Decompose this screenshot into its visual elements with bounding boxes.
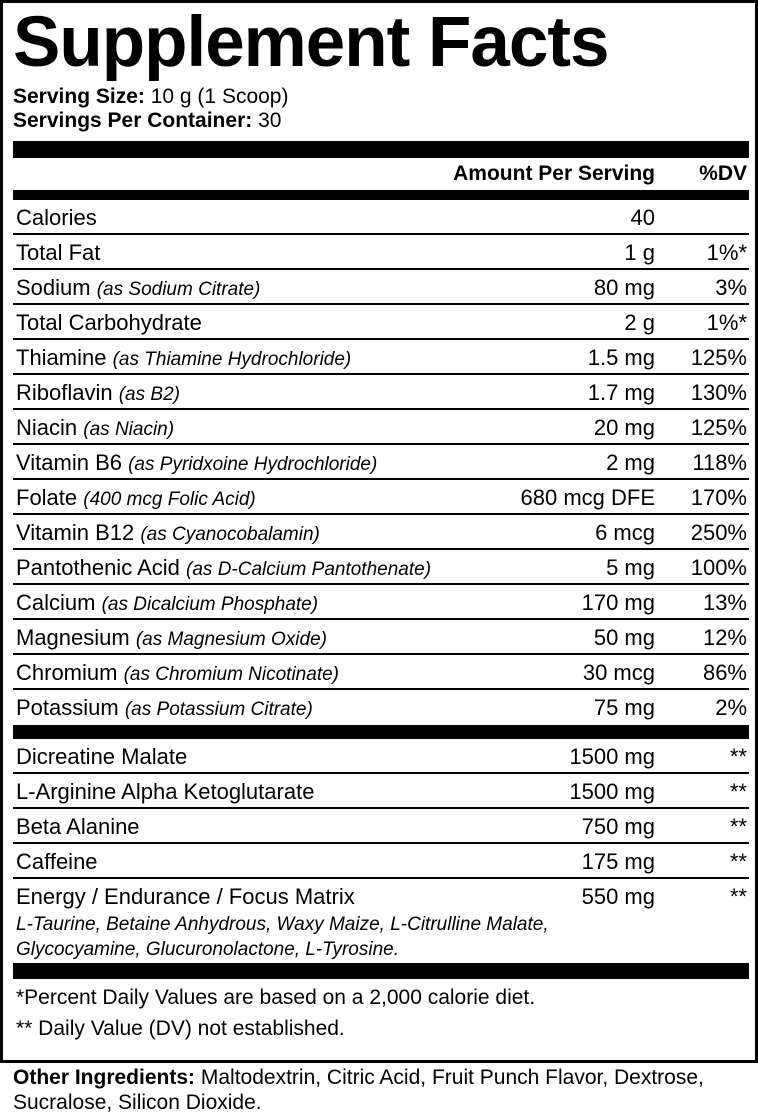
row-amount: 680 mcg DFE [520,485,655,510]
nutrient-list [13,200,749,725]
row-source: (400 mcg Folic Acid) [83,489,256,510]
row-name [16,814,140,840]
bottom-divider [13,963,749,979]
nutrient-row [13,305,749,340]
row-dv: 12% [702,625,747,650]
row-amount: 2 g [624,310,655,335]
row-name [16,744,187,770]
nutrient-row [13,375,749,410]
row-name [16,485,256,511]
servings-per-container-label: Servings Per Container: [13,109,253,132]
row-name [16,625,327,651]
row-amount: 80 mg [593,275,655,300]
row-source: (as D-Calcium Pantothenate) [186,559,432,580]
section-divider [13,725,749,739]
row-label: Calcium [16,590,96,615]
row-source: (as Dicalcium Phosphate) [101,594,319,615]
matrix-amount: 550 mg [581,884,655,909]
row-amount: 75 mg [593,695,655,720]
row-dv: 86% [702,660,747,685]
row-source: (as Chromium Nicotinate) [123,664,339,685]
serving-size-value: 10 g (1 Scoop) [144,85,289,108]
row-dv: 2% [715,695,747,720]
row-label: Magnesium [16,625,130,650]
dv-footnote: *Percent Daily Values are based on a 2,000 calorie diet. [16,986,536,1009]
row-name [16,450,377,476]
row-dv: 3% [715,275,747,300]
column-header [13,158,749,190]
other-ingredients-label: Other Ingredients: [13,1066,196,1089]
row-amount: 1500 mg [569,779,655,804]
row-name [16,849,98,875]
matrix-name: Energy / Endurance / Focus Matrix [16,884,355,909]
active-ingredient-row [13,739,749,774]
dv-column-header: %DV [699,162,747,185]
row-amount: 175 mg [581,849,655,874]
row-source: (as Magnesium Oxide) [135,629,327,650]
row-name [16,345,351,371]
row-dv: 125% [690,415,747,440]
row-dv: 118% [692,450,747,475]
row-amount: 1.7 mg [587,380,655,405]
row-amount: 1500 mg [569,744,655,769]
row-dv: 1%* [706,310,747,335]
active-ingredient-row [13,844,749,879]
nutrient-row [13,235,749,270]
serving-size [13,85,749,109]
row-dv: 130% [690,380,747,405]
row-label: Total Carbohydrate [16,310,202,335]
active-ingredient-row [13,809,749,844]
nutrient-row [13,620,749,655]
row-dv: 250% [690,520,747,545]
row-name [16,779,314,805]
active-ingredient-row [13,774,749,809]
nutrient-row [13,550,749,585]
row-amount: 1.5 mg [587,345,655,370]
row-dv: ** [729,849,747,874]
row-dv: 125% [690,345,747,370]
thick-divider [13,141,749,158]
row-name [16,695,313,721]
row-label: Sodium [16,275,91,300]
row-name [16,590,318,616]
row-dv: 100% [690,555,747,580]
other-ingredients-text: Maltodextrin, Citric Acid, Fruit Punch Flavor, Dextrose, Sucralose, Silicon Dioxide. [13,1066,704,1114]
row-label: Calories [16,205,97,230]
serving-size-label: Serving Size: [13,85,145,108]
not-established-footnote: ** Daily Value (DV) not established. [16,1017,345,1040]
row-label: L-Arginine Alpha Ketoglutarate [16,779,315,804]
row-amount: 20 mg [593,415,655,440]
row-source: (as Thiamine Hydrochloride) [112,349,352,370]
row-label: Vitamin B12 [16,520,135,545]
servings-per-container-value: 30 [252,109,282,132]
nutrient-row [13,480,749,515]
nutrient-row [13,200,749,235]
proprietary-matrix [13,879,749,963]
panel-content [13,3,749,1044]
row-name [16,520,320,546]
row-amount: 1 g [624,240,655,265]
other-ingredients [13,1065,713,1115]
matrix-dv: ** [729,884,747,909]
active-ingredient-list [13,739,749,879]
row-label: Dicreatine Malate [16,744,188,769]
row-amount: 2 mg [606,450,655,475]
row-name [16,415,174,441]
row-dv: 13% [702,590,747,615]
row-amount: 170 mg [581,590,655,615]
row-amount: 5 mg [606,555,655,580]
medium-divider [13,190,749,200]
nutrient-row [13,585,749,620]
row-label: Chromium [16,660,118,685]
row-source: (as Cyanocobalamin) [140,524,320,545]
row-dv: 170% [690,485,747,510]
row-name [16,310,202,336]
row-name [16,555,431,581]
row-dv: ** [729,744,747,769]
row-name [16,380,180,406]
row-source: (as Pyridxoine Hydrochloride) [128,454,378,475]
row-dv: 1%* [706,240,747,265]
row-amount: 50 mg [593,625,655,650]
servings-per-container [13,109,749,133]
row-label: Pantothenic Acid [16,555,180,580]
row-name [16,275,260,301]
row-name [16,205,97,231]
row-dv: ** [729,779,747,804]
nutrient-row [13,515,749,550]
row-source: (as Niacin) [83,419,175,440]
row-label: Riboflavin [16,380,113,405]
row-label: Beta Alanine [16,814,140,839]
row-label: Folate [16,485,78,510]
nutrient-row [13,655,749,690]
matrix-ingredients: L-Taurine, Betaine Anhydrous, Waxy Maize, L-Citrulline Malate, Glycocyamine, Glucuronolactone, L-Tyrosine. [16,914,549,960]
row-amount: 40 [630,205,655,230]
amount-column-header: Amount Per Serving [453,162,655,185]
nutrient-row [13,340,749,375]
row-dv: ** [729,814,747,839]
row-amount: 30 mcg [582,660,655,685]
nutrient-row [13,690,749,725]
nutrient-row [13,270,749,305]
panel-title: Supplement Facts [13,3,609,82]
row-source: (as B2) [118,384,180,405]
row-amount: 6 mcg [595,520,655,545]
row-label: Caffeine [16,849,98,874]
row-name [16,240,100,266]
row-label: Niacin [16,415,78,440]
row-label: Thiamine [16,345,107,370]
row-source: (as Sodium Citrate) [96,279,261,300]
nutrient-row [13,445,749,480]
row-label: Vitamin B6 [16,450,122,475]
row-name [16,660,339,686]
row-label: Potassium [16,695,119,720]
row-amount: 750 mg [581,814,655,839]
row-source: (as Potassium Citrate) [124,699,313,720]
row-label: Total Fat [16,240,101,265]
nutrient-row [13,410,749,445]
